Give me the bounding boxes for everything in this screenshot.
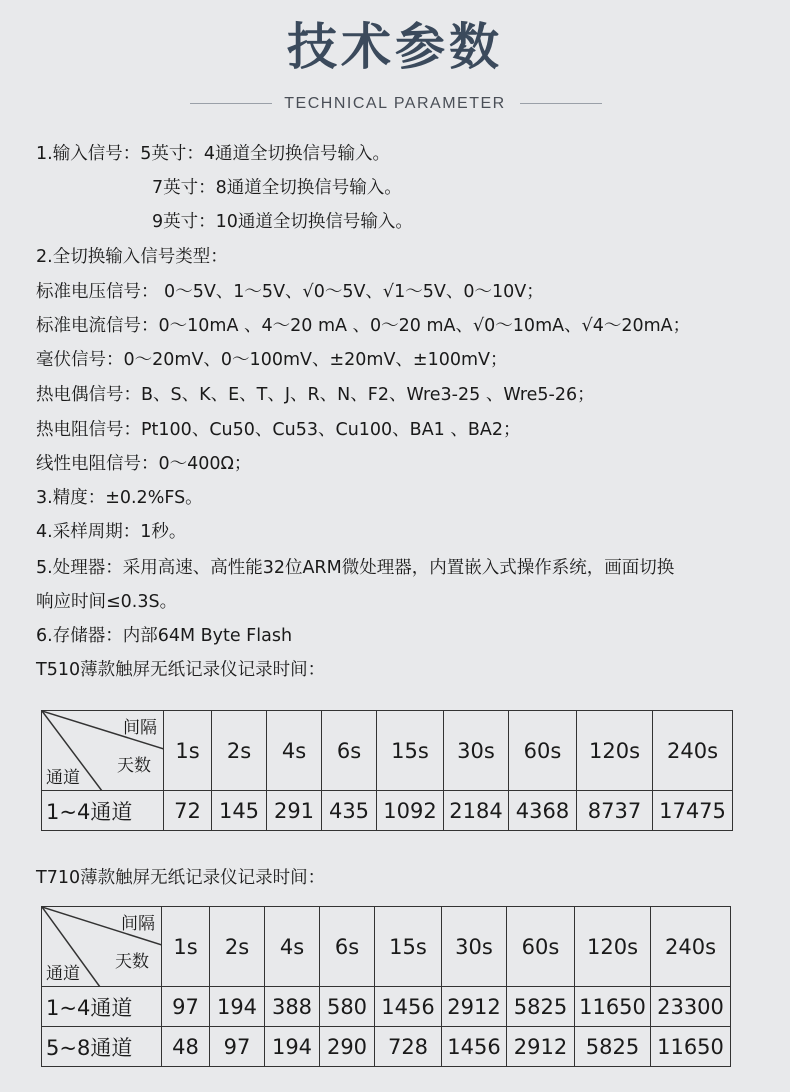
interval-header: 240s [653,711,733,791]
days-cell: 17475 [653,791,733,831]
table-row [42,1027,731,1067]
interval-header: 2s [210,907,265,987]
days-cell: 23300 [651,987,731,1027]
days-cell: 2912 [442,987,507,1027]
spec-line: 1.输入信号：5英寸：4通道全切换信号输入。 [36,144,390,164]
days-cell: 580 [320,987,375,1027]
record-time-table-t710 [41,906,731,1067]
interval-header: 15s [377,711,444,791]
interval-header: 30s [444,711,509,791]
table-row [42,987,731,1027]
interval-header: 1s [162,907,210,987]
divider-right [520,103,602,104]
interval-header: 4s [265,907,320,987]
days-cell: 1456 [442,1027,507,1067]
days-cell: 5825 [507,987,575,1027]
page-title: 技术参数 [287,18,503,76]
interval-header: 6s [320,907,375,987]
table-title: T710薄款触屏无纸记录仪记录时间： [36,868,326,888]
channel-label: 5~8通道 [42,1027,162,1067]
days-cell: 388 [265,987,320,1027]
days-cell: 72 [164,791,212,831]
corner-label-channel: 通道 [46,768,80,788]
days-cell: 11650 [575,987,651,1027]
table-header-row [42,907,731,987]
interval-header: 15s [375,907,442,987]
days-cell: 728 [375,1027,442,1067]
days-cell: 5825 [575,1027,651,1067]
interval-header: 60s [507,907,575,987]
interval-header: 2s [212,711,267,791]
corner-cell [42,711,164,791]
corner-cell [42,907,162,987]
days-cell: 2184 [444,791,509,831]
spec-line: 响应时间≤0.3S。 [36,592,178,612]
days-cell: 1456 [375,987,442,1027]
spec-line: 3.精度：±0.2%FS。 [36,488,203,508]
days-cell: 4368 [509,791,577,831]
interval-header: 60s [509,711,577,791]
days-cell: 435 [322,791,377,831]
spec-line: 线性电阻信号：0～400Ω； [36,454,252,474]
days-cell: 2912 [507,1027,575,1067]
interval-header: 240s [651,907,731,987]
table-header-row [42,711,733,791]
days-cell: 11650 [651,1027,731,1067]
spec-line: 毫伏信号：0～20mV、0～100mV、±20mV、±100mV； [36,350,508,370]
corner-label-interval: 间隔 [121,914,155,934]
spec-line: 标准电流信号：0～10mA 、4～20 mA 、0～20 mA、√0～10mA、√4～20mA； [36,316,691,336]
spec-line: 热电偶信号：B、S、K、E、T、J、R、N、F2、Wre3-25 、Wre5-26； [36,385,595,405]
days-cell: 291 [267,791,322,831]
spec-line: 7英寸：8通道全切换信号输入。 [152,178,402,198]
corner-label-channel: 通道 [46,964,80,984]
spec-line: 9英寸：10通道全切换信号输入。 [152,212,413,232]
page-subtitle: TECHNICAL PARAMETER [284,95,506,112]
channel-label: 1~4通道 [42,987,162,1027]
interval-header: 120s [575,907,651,987]
corner-label-days: 天数 [117,756,151,776]
days-cell: 145 [212,791,267,831]
channel-label: 1~4通道 [42,791,164,831]
interval-header: 1s [164,711,212,791]
record-time-table-t510 [41,710,733,831]
days-cell: 8737 [577,791,653,831]
interval-header: 30s [442,907,507,987]
days-cell: 194 [265,1027,320,1067]
corner-label-days: 天数 [115,952,149,972]
days-cell: 194 [210,987,265,1027]
days-cell: 48 [162,1027,210,1067]
days-cell: 97 [162,987,210,1027]
interval-header: 6s [322,711,377,791]
interval-header: 4s [267,711,322,791]
spec-line: 4.采样周期：1秒。 [36,522,187,542]
days-cell: 1092 [377,791,444,831]
interval-header: 120s [577,711,653,791]
spec-line: 2.全切换输入信号类型： [36,247,228,267]
table-row [42,791,733,831]
table-title: T510薄款触屏无纸记录仪记录时间： [36,660,326,680]
spec-line: 6.存储器：内部64M Byte Flash [36,626,293,646]
subtitle-row [0,92,790,116]
spec-line: 热电阻信号：Pt100、Cu50、Cu53、Cu100、BA1 、BA2； [36,420,521,440]
corner-label-interval: 间隔 [123,718,157,738]
spec-line: 标准电压信号： 0～5V、1～5V、√0～5V、√1～5V、0～10V； [36,282,544,302]
spec-line: 5.处理器：采用高速、高性能32位ARM微处理器，内置嵌入式操作系统，画面切换 [36,558,675,578]
days-cell: 97 [210,1027,265,1067]
days-cell: 290 [320,1027,375,1067]
